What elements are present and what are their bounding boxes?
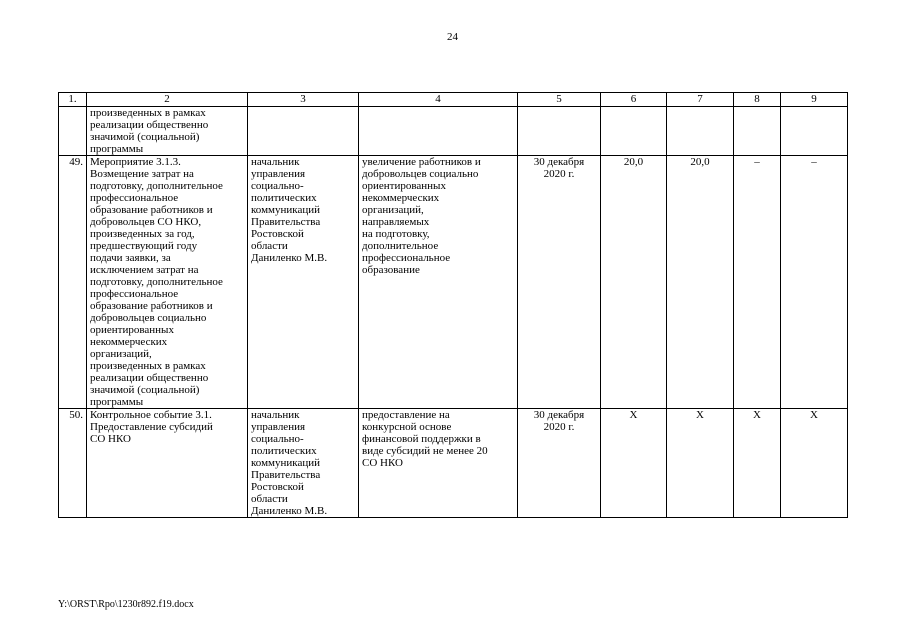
result-cell <box>359 107 518 156</box>
col8-cell: Х <box>734 409 781 518</box>
row-number: 50. <box>59 409 87 518</box>
header-cell: 2 <box>87 93 248 107</box>
header-cell: 1. <box>59 93 87 107</box>
activity-cell: Контрольное событие 3.1. Предоставление субсидий СО НКО <box>87 409 248 518</box>
activities-table <box>58 92 848 518</box>
file-path-footer: Y:\ORST\Rpo\1230r892.f19.docx <box>58 599 194 610</box>
header-cell: 7 <box>667 93 734 107</box>
responsible-cell: начальник управления социально- политических коммуникаций Правительства Ростовской области Даниленко М.В. <box>248 156 359 409</box>
table-row <box>59 107 848 156</box>
deadline-cell <box>518 107 601 156</box>
header-cell: 4 <box>359 93 518 107</box>
col9-cell: – <box>781 156 848 409</box>
table-header-row <box>59 93 848 107</box>
col7-cell: 20,0 <box>667 156 734 409</box>
responsible-cell <box>248 107 359 156</box>
page-number: 24 <box>447 31 458 43</box>
table-row <box>59 156 848 409</box>
responsible-cell: начальник управления социально- политических коммуникаций Правительства Ростовской области Даниленко М.В. <box>248 409 359 518</box>
col6-cell: Х <box>601 409 667 518</box>
header-cell: 3 <box>248 93 359 107</box>
col8-cell <box>734 107 781 156</box>
deadline-cell: 30 декабря 2020 г. <box>518 409 601 518</box>
col9-cell <box>781 107 848 156</box>
activity-cell: произведенных в рамках реализации общественно значимой (социальной) программы <box>87 107 248 156</box>
col6-cell <box>601 107 667 156</box>
activity-cell: Мероприятие 3.1.3. Возмещение затрат на подготовку, дополнительное профессиональное образование работников и добровольцев СО НКО, произведенных за год, предшествующий году подачи заявки, за исключением затрат на подготовку, дополнительное профессиональное образование работников и добровольцев социально ориентированных некоммерческих организаций, произведенных в рамках реализации общественно значимой (социальной) программы <box>87 156 248 409</box>
col6-cell: 20,0 <box>601 156 667 409</box>
col7-cell <box>667 107 734 156</box>
row-number <box>59 107 87 156</box>
table-row <box>59 409 848 518</box>
header-cell: 8 <box>734 93 781 107</box>
header-cell: 9 <box>781 93 848 107</box>
col7-cell: Х <box>667 409 734 518</box>
result-cell: предоставление на конкурсной основе финансовой поддержки в виде субсидий не менее 20 СО НКО <box>359 409 518 518</box>
header-cell: 6 <box>601 93 667 107</box>
row-number: 49. <box>59 156 87 409</box>
result-cell: увеличение работников и добровольцев социально ориентированных некоммерческих организаций, направляемых на подготовку, дополнительное профессиональное образование <box>359 156 518 409</box>
header-cell: 5 <box>518 93 601 107</box>
deadline-cell: 30 декабря 2020 г. <box>518 156 601 409</box>
col9-cell: Х <box>781 409 848 518</box>
col8-cell: – <box>734 156 781 409</box>
